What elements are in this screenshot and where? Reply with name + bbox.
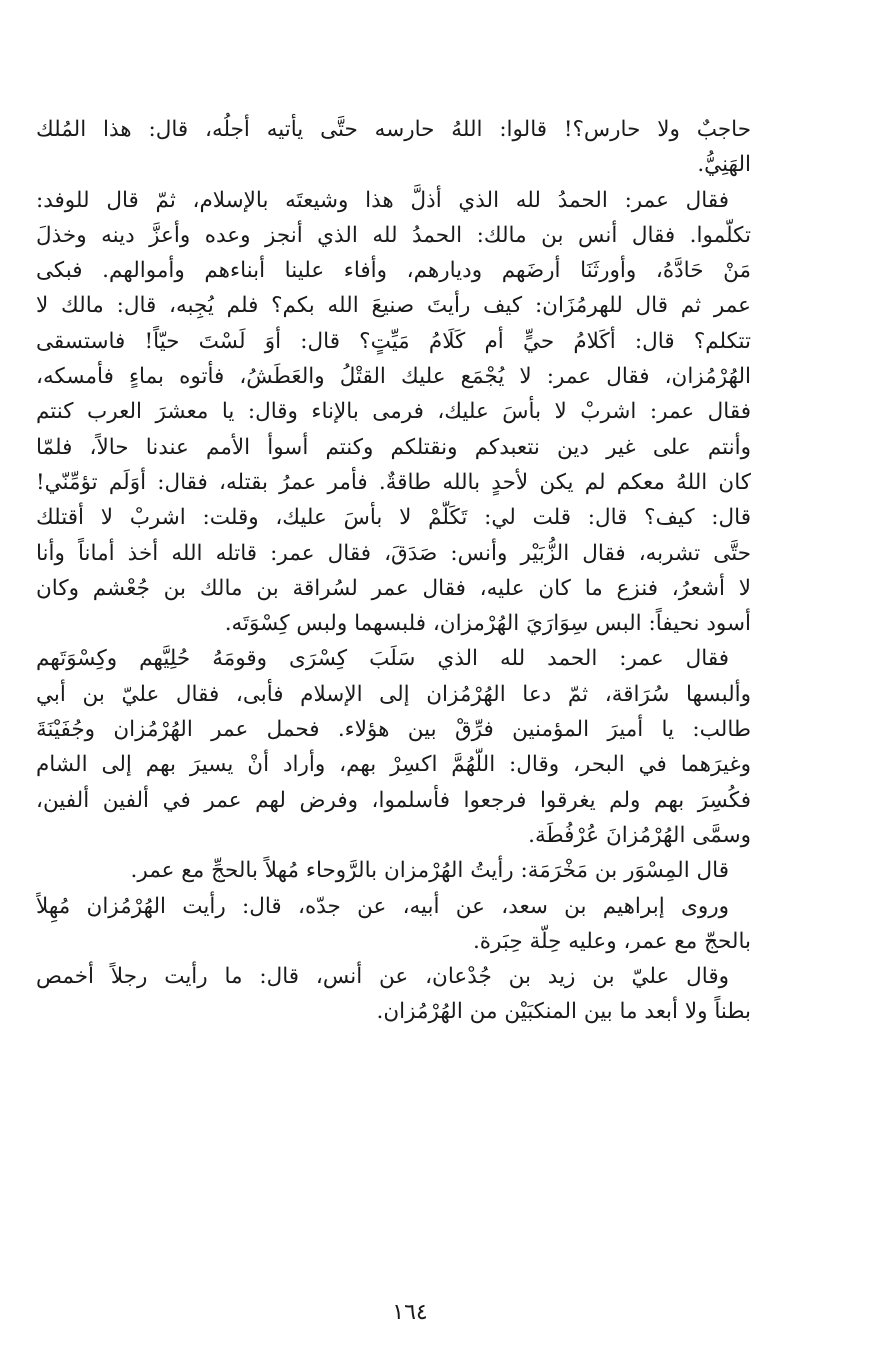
text-line: حتَّى تشربه، فقال الزُّبَيْر وأنس: صَدَقَ، فقال عمر: قاتله الله أخذ أماناً وأنا <box>36 540 751 566</box>
text-line: وقال عليّ بن زيد بن جُدْعان، عن أنس، قال: ما رأيت رجلاً أخمص <box>36 964 729 990</box>
text-line: حاجبٌ ولا حارس؟! قالوا: اللهُ حارسه حتَّى يأتيه أجلُه، قال: هذا المُلك <box>36 117 751 142</box>
text-line: قال: كيف؟ قال: قلت لي: تَكَلَّمْ لا بأسَ عليك، وقلت: اشربْ لا أقتلك <box>36 505 751 531</box>
text-line: بالحجّ مع عمر، وعليه حِلّة حِبَرة. <box>472 928 751 954</box>
text-line: فقال عمر: الحمدُ لله الذي أذلَّ هذا وشيعتَه بالإسلام، ثمّ قال للوفد: <box>36 187 729 213</box>
text-line: الهَنِيُّ. <box>697 152 751 178</box>
text-line: الهُرْمُزان، فقال عمر: لا يُجْمَع عليك القتْلُ والعَطَشُ، فأتوه بماءٍ فأمسكه، <box>36 364 751 390</box>
text-line: وألبسها سُرَاقة، ثمّ دعا الهُرْمُزان إلى الإسلام فأبى، فقال عليّ بن أبي <box>36 681 751 707</box>
text-line: لا أشعرُ، فنزع ما كان عليه، فقال عمر لسُراقة بن مالك بن جُعْشم وكان <box>36 575 751 601</box>
text-line: وسمَّى الهُرْمُزانَ عُرْفُطَة. <box>528 822 751 848</box>
text-line: تكلَّموا. فقال أنس بن مالك: الحمدُ لله الذي أنجز وعده وأعزَّ دينه وخذلَ <box>36 222 751 248</box>
page-number: ١٦٤ <box>392 1300 428 1325</box>
text-line: كان اللهُ معكم لم يكن لأحدٍ بالله طاقةٌ. فأمر عمرُ بقتله، فقال: أوَلَم تؤمِّنّي! <box>36 469 751 495</box>
text-line: أسود نحيفاً: البس سِوَارَيَ الهُرْمزان، فلبسهما ولبس كِسْوَتَه. <box>224 611 751 637</box>
text-line: فقال عمر: الحمد لله الذي سَلَبَ كِسْرَى وقومَهُ حُلِيَّهم وكِسْوَتَهم <box>36 646 729 672</box>
text-line: فكُسِرَ بهم ولم يغرقوا فرجعوا فأسلموا، وفرض لهم عمر في ألفين ألفين، <box>36 787 751 813</box>
text-line: مَنْ حَادَّهُ، وأورثَنَا أرضَهم وديارهم، وأفاء علينا أبناءهم وأموالهم. فبكى <box>36 258 751 284</box>
text-line: وأنتم على غير دين نتعبدكم ونقتلكم وكنتم أسوأ الأمم عندنا حالاً، فلمّا <box>36 434 751 460</box>
text-line: بطناً ولا أبعد ما بين المنكبَيْن من الهُرْمُزان. <box>376 999 751 1025</box>
text-line: وغيرَهما في البحر، وقال: اللَّهُمَّ اكسِرْ بهم، وأراد أنْ يسيرَ بهم إلى الشام <box>36 752 751 778</box>
text-line: تتكلم؟ قال: أكَلامُ حيٍّ أم كَلَامُ مَيِّتٍ؟ قال: أوَ لَسْتَ حيّاً! فاستسقى <box>36 328 751 354</box>
text-line: قال المِسْوَر بن مَخْرَمَة: رأيتُ الهُرْمزان بالرَّوحاء مُهلاً بالحجِّ مع عمر. <box>130 858 729 884</box>
text-line: وروى إبراهيم بن سعد، عن أبيه، عن جدّه، قال: رأيت الهُرْمُزان مُهِلاً <box>36 893 729 919</box>
page-text <box>36 112 751 1030</box>
text-line: عمر ثم قال للهرمُزَان: كيف رأيتَ صنيعَ الله بكم؟ فلم يُجِبه، قال: مالك لا <box>36 293 751 319</box>
text-line: فقال عمر: اشربْ لا بأسَ عليك، فرمى بالإناء وقال: يا معشرَ العرب كنتم <box>36 399 751 425</box>
text-line: طالب: يا أميرَ المؤمنين فرِّقْ بين هؤلاء. فحمل عمر الهُرْمُزان وجُفَيْنَةَ <box>36 717 751 743</box>
